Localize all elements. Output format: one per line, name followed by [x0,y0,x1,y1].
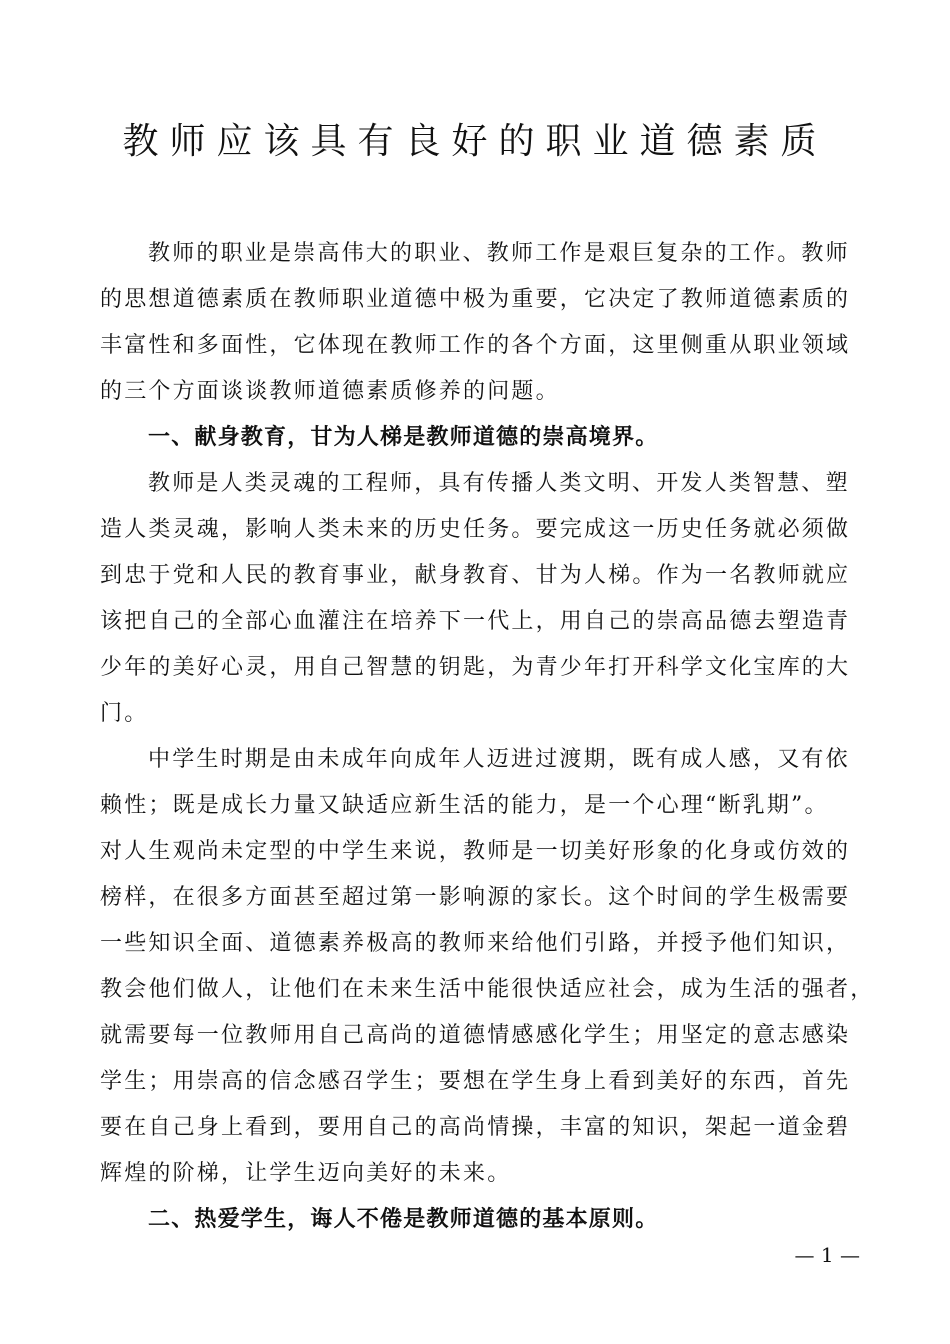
paragraph-1-line-2: 的思想道德素质在教师职业道德中极为重要，它决定了教师道德素质的 [100,287,851,312]
paragraph-3-line-7: 就需要每一位教师用自己高尚的道德情感感化学生；用坚定的意志感染 [100,1023,851,1048]
paragraph-1-line-1: 教师的职业是崇高伟大的职业、教师工作是艰巨复杂的工作。教师 [148,241,850,266]
paragraph-2-line-1: 教师是人类灵魂的工程师，具有传播人类文明、开发人类智慧、塑 [148,471,850,496]
paragraph-3-line-5: 一些知识全面、道德素养极高的教师来给他们引路，并授予他们知识， [100,931,851,956]
paragraph-1-line-4: 的三个方面谈谈教师道德素质修养的问题。 [100,379,560,404]
paragraph-2-line-3: 到忠于党和人民的教育事业，献身教育、甘为人梯。作为一名教师就应 [100,563,851,588]
paragraph-2-line-4: 该把自己的全部心血灌注在培养下一代上，用自己的崇高品德去塑造青 [100,609,851,634]
paragraph-3-line-8: 学生；用崇高的信念感召学生；要想在学生身上看到美好的东西，首先 [100,1069,851,1094]
section-heading-1: 一、献身教育，甘为人梯是教师道德的崇高境界。 [148,425,659,450]
paragraph-3-line-4: 榜样，在很多方面甚至超过第一影响源的家长。这个时间的学生极需要 [100,885,851,910]
paragraph-3-line-1: 中学生时期是由未成年向成年人迈进过渡期，既有成人感，又有依 [148,747,850,772]
paragraph-1-line-3: 丰富性和多面性，它体现在教师工作的各个方面，这里侧重从职业领域 [100,333,851,358]
section-heading-2: 二、热爱学生，诲人不倦是教师道德的基本原则。 [148,1207,659,1232]
paragraph-3-line-6: 教会他们做人，让他们在未来生活中能很快适应社会，成为生活的强者， [100,977,875,1002]
paragraph-2-line-6: 门。 [100,701,149,726]
paragraph-2-line-5: 少年的美好心灵，用自己智慧的钥匙，为青少年打开科学文化宝库的大 [100,655,851,680]
page-title: 教师应该具有良好的职业道德素质 [122,121,828,162]
paragraph-3-line-10: 辉煌的阶梯，让学生迈向美好的未来。 [100,1161,512,1186]
page-number: — 1 — [794,1243,860,1267]
paragraph-2-line-2: 造人类灵魂，影响人类未来的历史任务。要完成这一历史任务就必须做 [100,517,851,542]
paragraph-3-line-9: 要在自己身上看到，要用自己的高尚情操，丰富的知识，架起一道金碧 [100,1115,851,1140]
paragraph-3-line-2: 赖性；既是成长力量又缺适应新生活的能力，是一个心理“断乳期”。 [100,793,829,818]
paragraph-3-line-3: 对人生观尚未定型的中学生来说，教师是一切美好形象的化身或仿效的 [100,839,851,864]
